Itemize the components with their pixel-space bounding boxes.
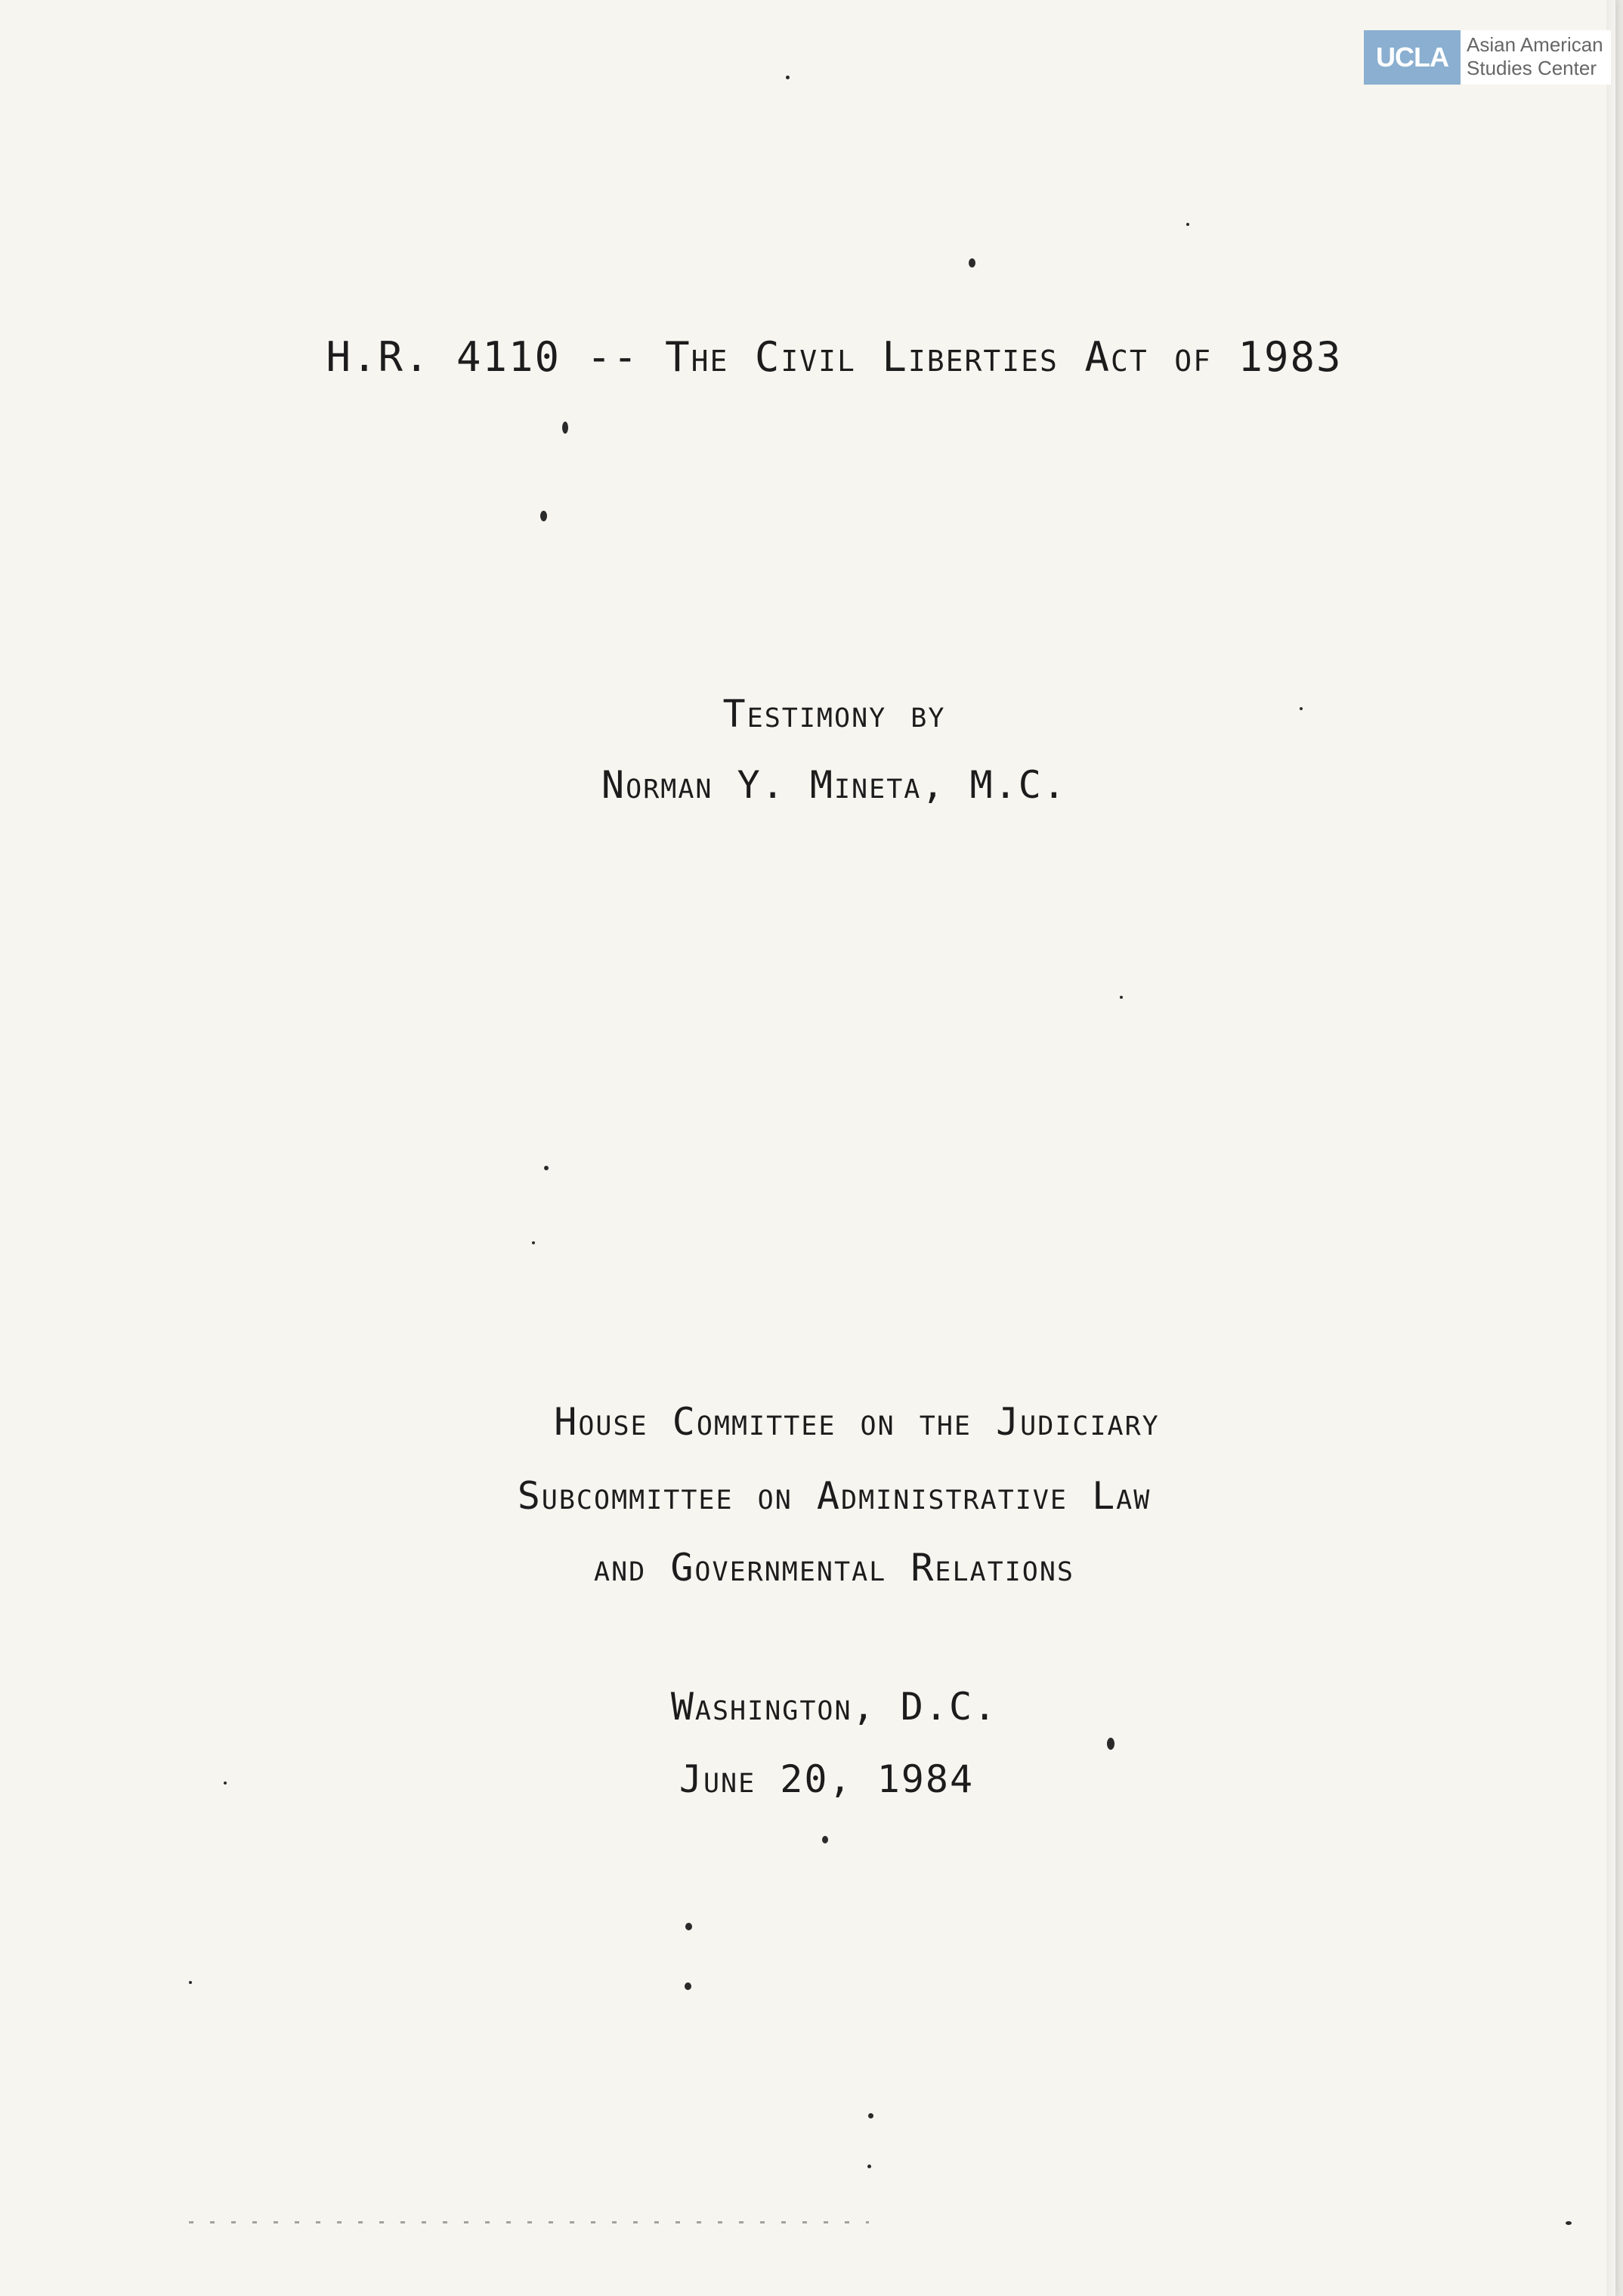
ink-speck [822, 1836, 828, 1843]
committee-line-2: Subcommittee on Administrative Law [517, 1474, 1152, 1518]
ink-speck [685, 1923, 692, 1930]
testimony-label: Testimony by [722, 692, 946, 736]
ink-speck [685, 1982, 691, 1990]
edge-dash-marks [189, 2221, 869, 2223]
ink-speck [867, 2165, 871, 2168]
ink-speck [1120, 996, 1123, 999]
ink-speck [532, 1241, 535, 1244]
ucla-aasc-watermark [1364, 30, 1611, 85]
ink-speck [189, 1981, 192, 1984]
ink-speck [1107, 1738, 1114, 1750]
ink-speck [562, 422, 568, 434]
ink-speck [1566, 2221, 1572, 2225]
hearing-date: June 20, 1984 [679, 1757, 975, 1801]
ink-speck [544, 1166, 549, 1170]
hearing-location: Washington, D.C. [670, 1685, 998, 1729]
bill-title: H.R. 4110 -- The Civil Liberties Act of 1983 [326, 333, 1343, 381]
ucla-logo-mark: UCLA [1364, 30, 1461, 85]
ink-speck [540, 511, 547, 521]
ink-speck [1186, 223, 1189, 226]
watermark-line-1: Asian American [1467, 33, 1603, 56]
ink-speck [969, 258, 975, 267]
ink-speck [786, 76, 790, 79]
watermark-label [1461, 30, 1611, 85]
author-name: Norman Y. Mineta, M.C. [601, 763, 1067, 807]
ink-speck [868, 2113, 873, 2118]
watermark-line-2: Studies Center [1467, 57, 1597, 79]
committee-line-1: House Committee on the Judiciary [554, 1400, 1160, 1444]
committee-line-3: and Governmental Relations [594, 1546, 1074, 1590]
ink-speck [224, 1781, 227, 1785]
ink-speck [1300, 707, 1303, 710]
